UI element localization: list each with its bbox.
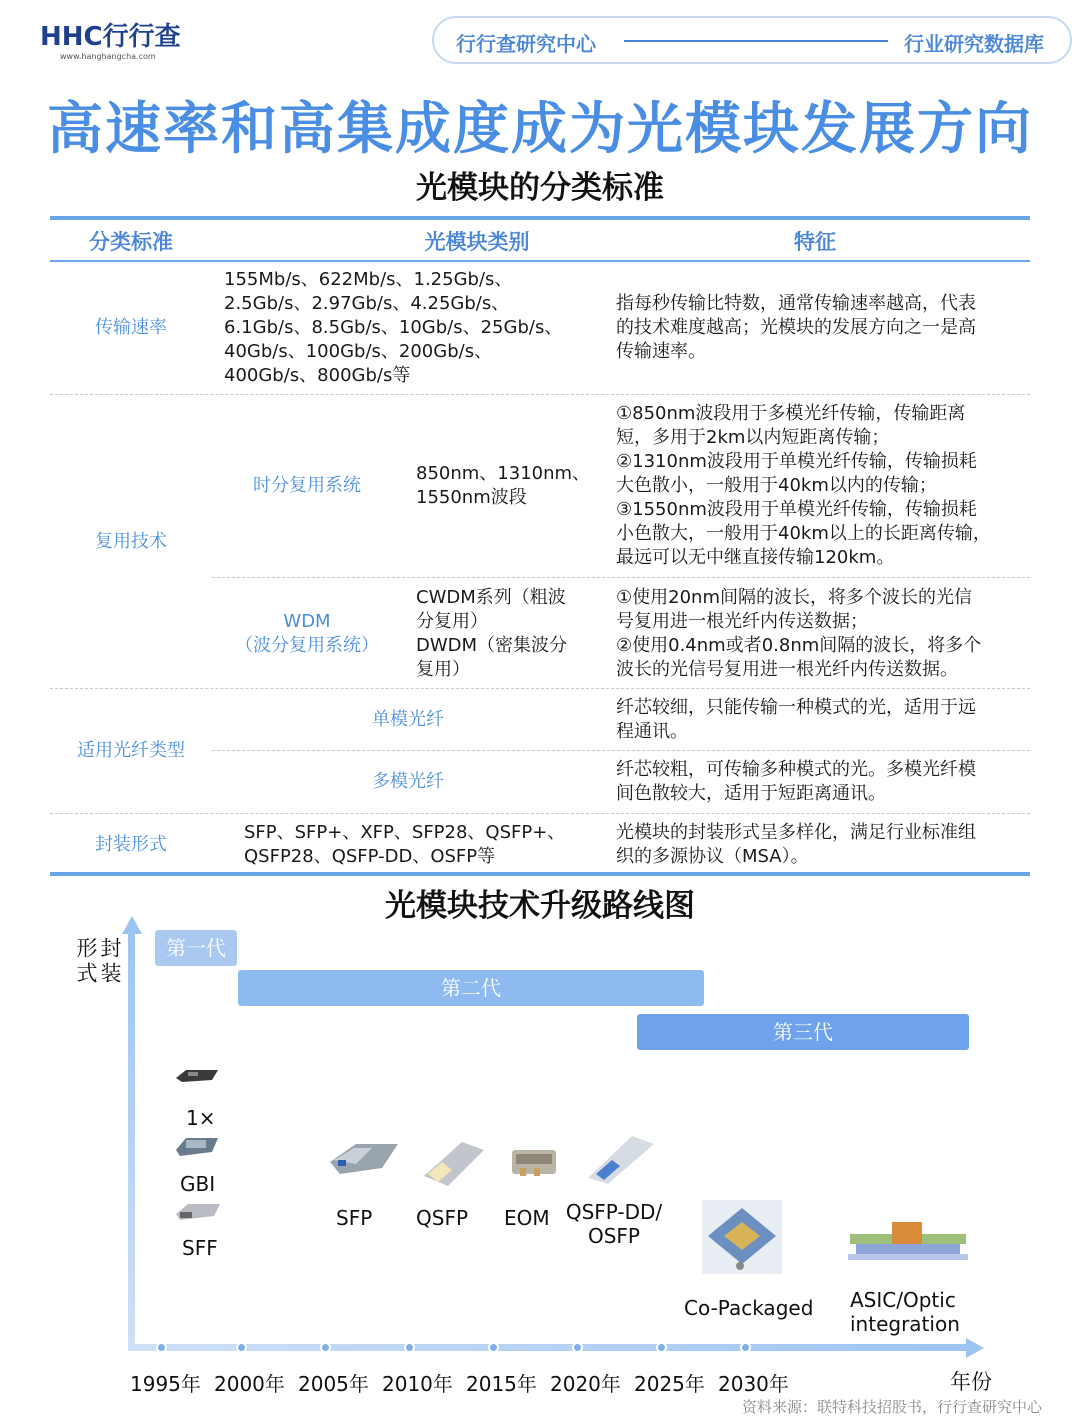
year-tick <box>320 1342 331 1353</box>
year-tick <box>740 1342 751 1353</box>
page-title: 高速率和高集成度成为光模块发展方向 <box>47 97 1033 162</box>
rate-feature <box>616 292 1026 364</box>
package-line: QSFP28、QSFP-DD、OSFP等 <box>244 846 496 867</box>
1x9-module-icon <box>172 1064 222 1086</box>
year-tick <box>404 1342 415 1353</box>
product-asic-optic <box>850 1288 960 1336</box>
row-divider <box>50 394 1030 395</box>
year-tick <box>572 1342 583 1353</box>
row-label-fiber: 适用光纤类型 <box>77 740 185 761</box>
header-feature: 特征 <box>794 230 836 254</box>
feature-line: 间色散较大，适用于短距离通讯。 <box>616 783 886 804</box>
table-top-rule <box>50 216 1030 220</box>
x-axis-label: 年份 <box>950 1370 992 1394</box>
year-label: 2010年 <box>382 1372 453 1396</box>
y-axis-label-text: 封装形式 <box>74 937 122 987</box>
year-tick <box>656 1342 667 1353</box>
feature-line: ①850nm波段用于多模光纤传输，传输距离 <box>616 403 966 424</box>
feature-line: 小色散大，一般用于40km以上的长距离传输， <box>616 523 991 544</box>
product-line: QSFP-DD/ <box>565 1200 663 1224</box>
generation-3-band: 第三代 <box>637 1014 969 1050</box>
feature-line: 号复用进一根光纤内传送数据； <box>616 611 868 632</box>
x-axis <box>128 1344 970 1351</box>
roadmap-title: 光模块技术升级路线图 <box>385 888 695 924</box>
feature-line: 短，多用于2km以内短距离传输； <box>616 427 890 448</box>
product-line: integration <box>850 1312 960 1336</box>
feature-line: ①使用20nm间隔的波长，将多个波长的光信 <box>616 587 972 608</box>
x-axis-arrow-icon <box>966 1338 984 1358</box>
feature-line: 指每秒传输比特数，通常传输速率越高，代表 <box>616 293 976 314</box>
table-bottom-rule <box>50 872 1030 876</box>
logo <box>40 22 181 61</box>
wdm-bands <box>416 586 616 682</box>
feature-line: 程通讯。 <box>616 721 688 742</box>
header-banner <box>432 16 1072 64</box>
year-label: 2015年 <box>466 1372 537 1396</box>
product-gbi: GBI <box>180 1172 216 1196</box>
rate-line: 2.5Gb/s、2.97Gb/s、4.25Gb/s、 <box>224 293 510 314</box>
feature-line: 织的多源协议（MSA）。 <box>616 846 809 867</box>
sub-row-divider <box>212 577 1030 578</box>
feature-line: ③1550nm波段用于单模光纤传输，传输损耗 <box>616 499 977 520</box>
band-line: 1550nm波段 <box>416 487 527 508</box>
rate-line: 400Gb/s、800Gb/s等 <box>224 365 411 386</box>
year-label: 2000年 <box>214 1372 285 1396</box>
product-eom: EOM <box>504 1206 550 1230</box>
band-line: DWDM（密集波分 <box>416 635 568 656</box>
single-mode-name: 单模光纤 <box>372 709 444 730</box>
feature-line: 传输速率。 <box>616 341 706 362</box>
rate-line: 40Gb/s、100Gb/s、200Gb/s、 <box>224 341 493 362</box>
year-label: 2020年 <box>550 1372 621 1396</box>
eom-module-icon <box>506 1138 562 1184</box>
year-label: 1995年 <box>130 1372 201 1396</box>
multi-mode-feature <box>616 758 1030 806</box>
row-label-package: 封装形式 <box>95 834 167 855</box>
wdm-feature <box>616 586 1030 682</box>
logo-url: www.hanghangcha.com <box>60 52 156 61</box>
table-header-rule <box>50 260 1030 262</box>
row-label-mux: 复用技术 <box>95 531 167 552</box>
database-label: 行业研究数据库 <box>904 32 1044 56</box>
qsfp-module-icon <box>418 1136 488 1192</box>
y-axis-label <box>74 937 126 987</box>
product-sfp: SFP <box>336 1206 373 1230</box>
single-mode-feature <box>616 696 1030 744</box>
year-tick <box>236 1342 247 1353</box>
row-divider <box>50 688 1030 689</box>
year-label: 2025年 <box>634 1372 705 1396</box>
year-tick <box>488 1342 499 1353</box>
product-qsfp: QSFP <box>416 1206 469 1230</box>
feature-line: 纤芯较细，只能传输一种模式的光，适用于远 <box>616 697 976 718</box>
wdm-line: （波分复用系统） <box>235 635 379 656</box>
package-line: SFP、SFP+、XFP、SFP28、QSFP+、 <box>244 822 566 843</box>
feature-line: 光模块的封装形式呈多样化，满足行业标准组 <box>616 822 976 843</box>
package-categories <box>244 821 614 869</box>
band-line: CWDM系列（粗波 <box>416 587 566 608</box>
year-label: 2030年 <box>718 1372 789 1396</box>
feature-line: ②1310nm波段用于单模光纤传输，传输损耗 <box>616 451 977 472</box>
row-divider <box>50 813 1030 814</box>
logo-text: HHC行行查 <box>40 22 181 52</box>
sff-module-icon <box>174 1198 222 1226</box>
gbic-module-icon <box>174 1134 220 1162</box>
product-sff: SFF <box>182 1236 218 1260</box>
wdm-line: WDM <box>283 611 331 632</box>
asic-optic-integration-icon <box>846 1218 970 1270</box>
feature-line: 纤芯较粗，可传输多种模式的光。多模光纤模 <box>616 759 976 780</box>
feature-line: ②使用0.4nm或者0.8nm间隔的波长，将多个 <box>616 635 982 656</box>
rate-line: 6.1Gb/s、8.5Gb/s、10Gb/s、25Gb/s、 <box>224 317 563 338</box>
research-center-label: 行行查研究中心 <box>456 32 596 56</box>
y-axis <box>128 930 135 1350</box>
source-note: 资料来源：联特科技招股书，行行查研究中心 <box>741 1398 1042 1416</box>
rate-line: 155Mb/s、622Mb/s、1.25Gb/s、 <box>224 269 513 290</box>
generation-2-band: 第二代 <box>238 970 704 1006</box>
band-line: 分复用） <box>416 611 488 632</box>
co-packaged-module-icon <box>700 1198 784 1276</box>
qsfp-dd-osfp-module-icon <box>582 1128 658 1188</box>
product-line: ASIC/Optic <box>850 1288 956 1312</box>
tdm-feature <box>616 402 1030 570</box>
generation-1-band: 第一代 <box>155 930 237 966</box>
rate-categories <box>224 268 604 388</box>
banner-divider <box>624 40 888 42</box>
table-title: 光模块的分类标准 <box>416 170 664 206</box>
wdm-name <box>212 610 402 658</box>
header-criteria: 分类标准 <box>89 230 173 254</box>
feature-line: 波长的光信号复用进一根光纤内传送数据。 <box>616 659 958 680</box>
multi-mode-name: 多模光纤 <box>372 771 444 792</box>
sfp-module-icon <box>326 1134 402 1180</box>
product-line: OSFP <box>587 1224 640 1248</box>
year-label: 2005年 <box>298 1372 369 1396</box>
feature-line: 大色散小，一般用于40km以内的传输； <box>616 475 937 496</box>
tdm-bands <box>416 462 616 510</box>
product-qsfp-dd-osfp <box>562 1200 666 1248</box>
header-category: 光模块类别 <box>424 230 530 254</box>
package-feature <box>616 821 1030 869</box>
product-co-packaged: Co-Packaged <box>684 1296 814 1320</box>
sub-row-divider <box>212 750 1030 751</box>
feature-line: 的技术难度越高；光模块的发展方向之一是高 <box>616 317 976 338</box>
tdm-name: 时分复用系统 <box>253 475 361 496</box>
row-label-rate: 传输速率 <box>95 317 167 338</box>
band-line: 复用） <box>416 659 470 680</box>
band-line: 850nm、1310nm、 <box>416 463 591 484</box>
product-1x9: 1× <box>186 1106 216 1130</box>
feature-line: 最远可以无中继直接传输120km。 <box>616 547 895 568</box>
year-tick <box>156 1342 167 1353</box>
